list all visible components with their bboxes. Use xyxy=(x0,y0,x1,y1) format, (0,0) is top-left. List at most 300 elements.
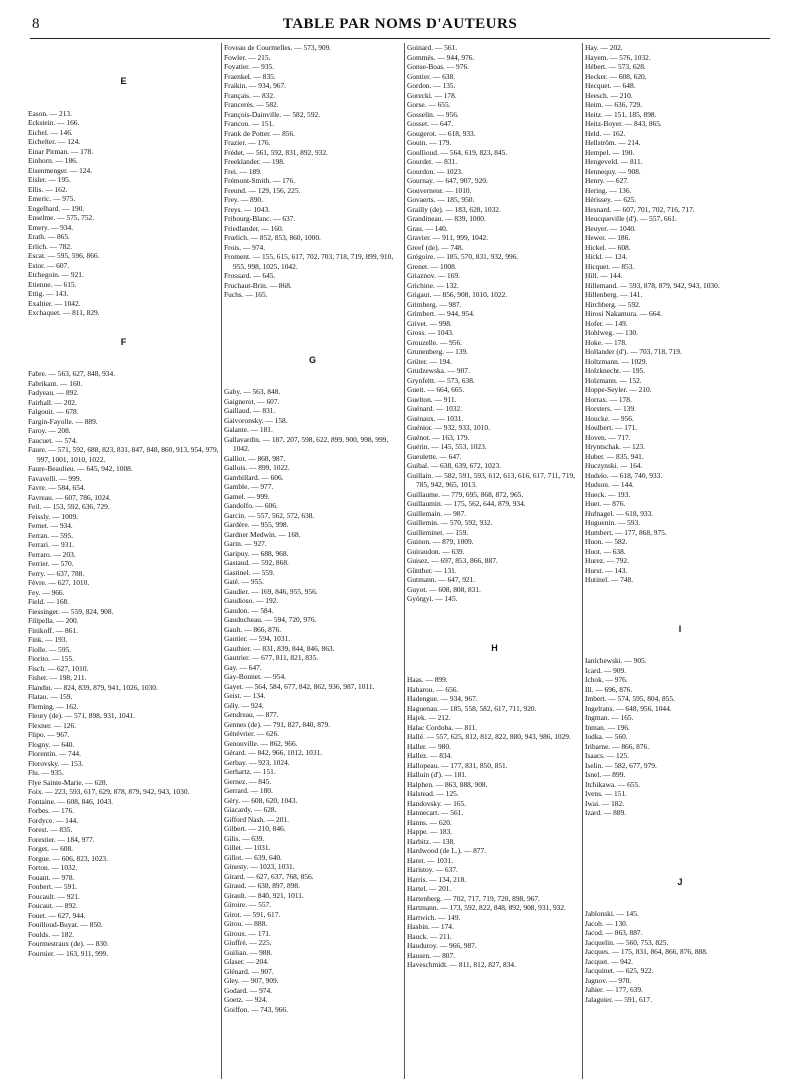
index-entry: Guénior. — 932, 933, 1010. xyxy=(407,423,490,432)
index-entry: Guisez. — 697, 853, 866, 887. xyxy=(407,556,498,565)
index-entry: Freys. — 1043. xyxy=(224,204,270,214)
index-entry: Galliot. — 868, 987. xyxy=(224,453,286,463)
section-letter-g: G xyxy=(308,354,316,365)
index-entry: Hempel. — 190. xyxy=(585,147,635,157)
index-entry: Forbes. — 176. xyxy=(28,806,74,815)
index-entry: Girard. — 627, 637, 768, 856. xyxy=(224,871,314,881)
index-entry: Foucaut. — 892. xyxy=(28,901,78,910)
index-entry: Gaillaud. — 831. xyxy=(224,406,276,415)
index-entry: Hadengue. — 934, 967. xyxy=(407,694,478,703)
index-entry: Hohlweg. — 130. xyxy=(585,328,638,337)
index-entry: Günther. — 131. xyxy=(407,565,457,575)
section-letter-j: J xyxy=(677,876,683,887)
index-entry: Gernez. — 845. xyxy=(224,776,272,786)
index-entry: Jahier. — 177, 639. xyxy=(585,985,643,994)
index-entry: Gourdon. — 1023. xyxy=(407,166,463,176)
index-entry: Flandin. — 824, 839, 879, 941, 1026, 1030. xyxy=(28,682,158,692)
index-entry: Giroux. — 171. xyxy=(224,928,271,938)
index-entry: Icard. — 909. xyxy=(585,665,627,675)
index-entry: Guillemain. — 987. xyxy=(407,508,467,518)
index-entry: Haller. — 980. xyxy=(407,741,451,751)
index-entry: Freeklander. — 198. xyxy=(224,157,285,166)
index-entry: Fargin-Fayolle. — 889. xyxy=(28,416,98,426)
index-entry: Gontier. — 638. xyxy=(407,71,456,81)
index-entry: Girou. — 888. xyxy=(224,919,268,928)
index-entry: Hofer. — 149. xyxy=(585,318,628,328)
index-entry: Ichok. — 976. xyxy=(585,675,628,684)
index-entry: Garcin. — 557, 562, 572, 638. xyxy=(224,510,315,520)
index-entry: Guénot. — 163, 179. xyxy=(407,432,470,442)
index-entry: Haret. — 1031. xyxy=(407,855,453,865)
index-entry: Jacques. — 175, 831, 864, 866, 876, 888. xyxy=(585,947,708,956)
index-entry: Jalaguier. — 591, 617. xyxy=(585,994,652,1004)
index-entry: Hirosi Nakamura. — 664. xyxy=(585,309,662,318)
index-entry: Iodka. — 560. xyxy=(585,732,628,741)
index-entry: Houlbert. — 171. xyxy=(585,423,638,432)
index-entry: Ingelrans. — 648, 956, 1044. xyxy=(585,703,672,713)
index-entry: Forest. — 835. xyxy=(28,825,73,834)
index-entry: Hardwood (de L.). — 877. xyxy=(407,846,487,855)
index-entry: Hecker. — 608, 620. xyxy=(585,71,647,81)
index-entry: Hutinel. — 748. xyxy=(585,575,634,584)
index-entry: Gutmann. — 647, 921. xyxy=(407,575,476,584)
index-entry: Hartenberg. — 702, 717, 719, 720, 898, 967. xyxy=(407,893,540,903)
index-entry: Glénard. — 907. xyxy=(224,966,274,976)
index-entry: Emery. — 934. xyxy=(28,222,74,232)
entry-list-e xyxy=(28,109,219,318)
index-entry: Guyot. — 608, 808, 831. xyxy=(407,584,481,594)
index-entry: Hallé. — 557, 625, 812, 812, 822, 880, 943, 986, 1029. xyxy=(407,732,571,741)
index-entry: Gayet. — 564, 584, 677, 842, 862, 936, 987, 1011. xyxy=(224,681,375,691)
index-entry: Huet. — 876. xyxy=(585,499,626,508)
index-entry: Huon. — 582. xyxy=(585,537,628,546)
index-entry: Fournier. — 163, 911, 999. xyxy=(28,948,109,958)
index-entry: Favreau. — 607, 786, 1024. xyxy=(28,492,111,502)
index-entry: Gravier. — 911, 999, 1042. xyxy=(407,233,489,242)
index-entry: Jagnov. — 970. xyxy=(585,975,632,985)
index-entry: Frois. — 974. xyxy=(224,242,266,252)
index-entry: Guillain. — 582, 591, 593, 612, 613, 616, 617, 711, 719, 785, 942, 965, 1013. xyxy=(407,470,576,489)
index-entry: Heesch. — 210. xyxy=(585,90,633,100)
index-column-3 xyxy=(407,43,582,1079)
index-entry: Hoke. — 178. xyxy=(585,337,627,347)
index-entry: Ivens. — 151. xyxy=(585,789,627,798)
index-entry: Izard. — 889. xyxy=(585,808,627,817)
index-entry: Holzmann. — 152. xyxy=(585,375,642,385)
index-entry: Hesnard. — 607, 701, 702, 716, 717. xyxy=(585,204,695,214)
index-entry: Hecquet. — 648. xyxy=(585,81,636,90)
index-entry: Gorecki. — 178. xyxy=(407,90,457,100)
index-entry: Hewer. — 186. xyxy=(585,233,631,242)
index-entry: Eichel. — 146. xyxy=(28,127,73,137)
index-entry: Hudson. — 144. xyxy=(585,480,634,489)
index-entry: Feissly. — 1009. xyxy=(28,511,79,521)
index-entry: Etienne. — 615. xyxy=(28,279,77,289)
index-entry: Erlich. — 782. xyxy=(28,241,72,251)
index-entry: Erath. — 865. xyxy=(28,232,70,241)
index-entry: Haas. — 899. xyxy=(407,675,448,684)
index-entry: Hayem. — 576, 1032. xyxy=(585,52,651,62)
index-column-1 xyxy=(28,43,219,1079)
index-entry: Ferry. — 637, 788. xyxy=(28,568,85,578)
index-entry: Grüter. — 194. xyxy=(407,356,452,366)
index-entry: Fruchaut-Brin. — 868. xyxy=(224,280,292,290)
entry-list-h-cont xyxy=(585,43,775,585)
index-entry: Field. — 168. xyxy=(28,597,70,606)
index-entry: Humbert. — 177, 868, 975. xyxy=(585,527,667,537)
index-entry: Huber. — 835, 941. xyxy=(585,451,644,461)
index-entry: Forgue. — 606, 823, 1023. xyxy=(28,853,108,863)
index-entry: Gueit. — 664, 665. xyxy=(407,385,465,394)
index-entry: Flogny. — 640. xyxy=(28,739,75,749)
index-entry: Fèvre. — 627, 1010. xyxy=(28,578,90,587)
index-entry: Eisler. — 195. xyxy=(28,175,71,184)
index-entry: Gillet. — 1031. xyxy=(224,843,271,852)
index-entry: Hay. — 202. xyxy=(585,43,623,52)
index-entry: Imbert. — 574, 595, 804, 855. xyxy=(585,694,675,703)
index-entry: Fouet. — 627, 944. xyxy=(28,910,86,920)
index-entry: Greef (de). — 748. xyxy=(407,242,464,252)
index-entry: Gaudier. — 169, 846, 955, 956. xyxy=(224,586,318,596)
index-entry: Guillaume. — 779, 695, 868, 872, 965. xyxy=(407,489,524,499)
index-entry: Falgouit. — 678. xyxy=(28,407,79,416)
index-entry: Guérin. — 145, 553, 1023. xyxy=(407,442,487,451)
index-entry: Hasbin. — 174. xyxy=(407,922,454,931)
index-entry: Grunenberg. — 139. xyxy=(407,347,469,356)
index-entry: Gay. — 647. xyxy=(224,662,262,672)
index-column-4 xyxy=(585,43,775,1079)
index-entry: Gauducheau. — 594, 720, 976. xyxy=(224,615,317,624)
index-entry: Eckstein. — 166. xyxy=(28,118,80,127)
index-entry: Forton. — 1032. xyxy=(28,863,78,872)
page-number: 8 xyxy=(32,16,40,32)
index-entry: Halphen. — 863, 888, 908. xyxy=(407,779,488,789)
index-entry: Faroy. — 208. xyxy=(28,426,71,435)
index-entry: Fraikin. — 934, 967. xyxy=(224,81,286,90)
index-entry: Francon. — 151. xyxy=(224,119,275,128)
index-entry: Gennes (de). — 791, 827, 840, 879. xyxy=(224,719,331,729)
index-entry: Ingman. — 165. xyxy=(585,713,634,722)
index-entry: Glaser. — 204. xyxy=(224,957,269,966)
index-entry: Fowler. — 215. xyxy=(224,52,271,62)
index-entry: Heucqueville (d'). — 557, 661. xyxy=(585,214,677,223)
entry-list-g-cont xyxy=(407,43,582,604)
index-entry: Gilis. — 639. xyxy=(224,833,265,843)
index-entry: Fordyce. — 144. xyxy=(28,815,79,825)
index-entry: Harbitz. — 138. xyxy=(407,836,456,846)
index-entry: Fisch. — 627, 1010. xyxy=(28,663,89,673)
index-entry: Gerbay. — 923, 1024. xyxy=(224,757,290,767)
index-entry: Gardère. — 955, 998. xyxy=(224,520,289,529)
index-entry: Gillot. — 639, 640. xyxy=(224,852,282,862)
index-entry: Gambillard. — 606. xyxy=(224,472,284,482)
index-entry: Friedlander. — 160. xyxy=(224,223,284,233)
index-entry: Gougerot. — 618, 933. xyxy=(407,128,476,138)
page-title: TABLE PAR NOMS D'AUTEURS xyxy=(282,16,518,32)
index-entry: Giroire. — 557. xyxy=(224,900,272,909)
index-entry: Houcke. — 956. xyxy=(585,413,634,423)
index-entry: Hébert. — 573, 628. xyxy=(585,62,646,71)
index-entry: Jacod. — 863, 887. xyxy=(585,928,643,937)
index-entry: Gastaud. — 592, 868. xyxy=(224,558,289,567)
index-entry: Iwai. — 182. xyxy=(585,798,624,808)
index-entry: Fink. — 193. xyxy=(28,635,68,644)
index-entry: Goetz. — 924. xyxy=(224,995,268,1004)
index-entry: Gamble. — 977. xyxy=(224,482,274,491)
index-entry: Gault. — 866, 876. xyxy=(224,624,282,634)
index-entry: Guénaux. — 1031. xyxy=(407,413,464,423)
index-entry: Génévrier. — 626. xyxy=(224,729,280,738)
index-entry: Hufnagel. — 618, 933. xyxy=(585,508,654,518)
index-entry: Hallopeau. — 177, 831, 850, 851. xyxy=(407,760,508,770)
index-entry: Horsters. — 139. xyxy=(585,404,636,413)
index-entry: Fey. — 966. xyxy=(28,587,65,597)
index-entry: Gandolfo. — 606. xyxy=(224,501,278,510)
index-entry: Frei. — 189. xyxy=(224,166,262,176)
index-entry: Halluin (d'). — 181. xyxy=(407,770,467,779)
index-entry: Jacquet. — 942. xyxy=(585,956,634,966)
index-entry: Haristoy. — 637. xyxy=(407,865,458,874)
index-entry: Hueck. — 193. xyxy=(585,489,631,499)
index-entry: Ellis. — 162. xyxy=(28,184,68,194)
index-entry: Hajek. — 212. xyxy=(407,713,451,722)
index-entry: Grivet. — 998. xyxy=(407,318,452,328)
index-entry: Fraenkel. — 835. xyxy=(224,71,276,81)
index-entry: Hillemand. — 593, 878, 879, 942, 943, 1030. xyxy=(585,280,720,290)
index-entry: Halstead. — 125. xyxy=(407,789,459,798)
index-entry: Horrax. — 178. xyxy=(585,394,632,404)
index-entry: Géry. — 608, 620, 1043. xyxy=(224,795,298,805)
index-entry: Fribourg-Blanc. — 637. xyxy=(224,214,296,223)
index-entry: Escat. — 595, 596, 866. xyxy=(28,251,100,260)
index-entry: Fontaine. — 608, 846, 1043. xyxy=(28,796,113,806)
index-entry: Grynfeltt. — 573, 638. xyxy=(407,375,475,385)
index-entry: Fernet. — 934. xyxy=(28,521,73,530)
index-entry: Grégoire. — 185, 570, 831, 932, 996. xyxy=(407,252,519,261)
index-entry: Hartmann. — 173, 592, 822, 848, 892, 908, 931, 932. xyxy=(407,903,566,912)
index-entry: Faure-Beaulieu. — 645, 942, 1008. xyxy=(28,464,133,473)
page-header xyxy=(30,14,770,36)
index-entry: Hauduroy. — 966, 987. xyxy=(407,941,477,950)
index-entry: Gaudioso. — 192. xyxy=(224,596,279,605)
index-entry: Florovsky. — 153. xyxy=(28,758,84,768)
index-entry: Gosset. — 647. xyxy=(407,119,453,128)
index-entry: Hickl. — 124. xyxy=(585,252,628,261)
index-entry: Hurez. — 792. xyxy=(585,556,629,565)
index-entry: Jacob. — 130. xyxy=(585,918,628,928)
index-entry: Guénard. — 1032. xyxy=(407,404,463,413)
index-entry: Grandineau. — 839, 1000. xyxy=(407,214,486,223)
index-entry: Gilbert. — 210, 846. xyxy=(224,824,286,833)
index-entry: Heitz-Boyer. — 843, 865. xyxy=(585,119,662,128)
index-entry: Fouant. — 978. xyxy=(28,872,75,882)
index-entry: Grailly (de). — 183, 628, 1032. xyxy=(407,204,501,214)
index-entry: Gorse. — 655. xyxy=(407,100,451,109)
index-entry: Gerhartz. — 151. xyxy=(224,767,276,776)
index-entry: Foulds. — 182. xyxy=(28,929,74,939)
index-entry: Guilian. — 988. xyxy=(224,947,273,957)
index-entry: Florentin. — 744. xyxy=(28,749,81,758)
index-entry: Guibal. — 638, 639, 672, 1023. xyxy=(407,461,502,470)
index-entry: Huczynski. — 164. xyxy=(585,461,643,470)
index-entry: Hirchberg. — 592. xyxy=(585,299,641,309)
index-entry: Ginesty. — 1023, 1031. xyxy=(224,862,295,871)
index-entry: Giacardy. — 628. xyxy=(224,805,277,814)
index-entry: Huot. — 638. xyxy=(585,546,626,556)
index-entry: Györgyi. — 145. xyxy=(407,594,458,603)
index-entry: Hurst. — 143. xyxy=(585,565,628,575)
entry-list-g xyxy=(224,387,401,1014)
index-entry: Govaerts. — 185, 950. xyxy=(407,195,475,204)
index-entry: Engelhard. — 190. xyxy=(28,203,85,213)
index-entry: Frossard. — 645. xyxy=(224,271,276,280)
index-entry: Fairhall. — 202. xyxy=(28,397,77,407)
index-entry: Finikoff. — 861. xyxy=(28,625,78,635)
index-entry: Gautrier. — 677, 811, 821, 835. xyxy=(224,653,319,662)
index-entry: Grimbert. — 944, 954. xyxy=(407,309,475,318)
index-entry: Gély. — 924. xyxy=(224,700,264,710)
index-entry: Halac Cordoba. — 811. xyxy=(407,722,478,732)
index-entry: Henry. — 627. xyxy=(585,176,629,185)
index-entry: Grichine. — 132. xyxy=(407,280,459,290)
index-entry: Inman. — 196. xyxy=(585,722,630,732)
index-entry: Geist. — 134. xyxy=(224,691,266,700)
index-entry: Foveau de Courmelles. — 573, 909. xyxy=(224,43,332,52)
index-entry: Ferran. — 595. xyxy=(28,530,74,540)
index-entry: Happe. — 183. xyxy=(407,827,453,836)
index-entry: Foyatier. — 935. xyxy=(224,62,275,71)
index-entry: Gross. — 1043. xyxy=(407,328,454,337)
index-entry: Gournay. — 647, 907, 920. xyxy=(407,176,488,185)
index-entry: Itchikawa. — 655. xyxy=(585,779,641,789)
index-entry: Frœlich. — 852, 853, 860, 1000. xyxy=(224,233,321,242)
index-entry: Fouilloud-Buyat. — 850. xyxy=(28,920,103,929)
column-divider xyxy=(582,43,583,1079)
section-letter-e: E xyxy=(120,76,127,86)
index-entry: Fabrikant. — 160. xyxy=(28,378,83,388)
index-entry: Froment. — 155, 615, 617, 702, 703, 718, 719, 899, 910, 955, 998, 1025, 1042. xyxy=(224,252,394,271)
index-entry: Grenet. — 1008. xyxy=(407,261,457,271)
entry-list-i xyxy=(585,656,775,818)
index-entry: Hérissey. — 625. xyxy=(585,195,637,204)
index-entry: Hudelo. — 618, 740, 933. xyxy=(585,470,663,480)
index-entry: Isaacs. — 125. xyxy=(585,751,629,760)
index-entry: Isnel. — 899. xyxy=(585,770,626,779)
index-entry: Flexner. — 126. xyxy=(28,720,77,730)
index-entry: Foubert. — 591. xyxy=(28,882,77,891)
index-entry: Girault. — 840, 921, 1011. xyxy=(224,890,304,900)
index-entry: Guelton. — 911. xyxy=(407,394,457,404)
index-entry: Haveschmidt. — 811, 812, 827, 834. xyxy=(407,960,516,969)
index-entry: Iselin. — 582, 677, 979. xyxy=(585,760,657,770)
index-entry: Ferraro. — 203. xyxy=(28,549,76,559)
index-entry: Hellström. — 214. xyxy=(585,138,641,147)
index-entry: Exaltier. — 1042. xyxy=(28,298,81,308)
index-entry: Gautier. — 594, 1031. xyxy=(224,634,291,643)
index-entry: Galante. — 181. xyxy=(224,425,273,434)
index-entry: Fiorito. — 155. xyxy=(28,654,74,663)
index-entry: Heitz. — 151, 185, 898. xyxy=(585,109,657,119)
index-entry: Genouville. — 862, 966. xyxy=(224,738,298,748)
index-entry: Hicquet. — 853. xyxy=(585,261,635,271)
index-entry: Hering. — 136. xyxy=(585,185,632,195)
index-entry: Harris. — 134, 218. xyxy=(407,874,467,884)
index-entry: Frey. — 890. xyxy=(224,195,263,204)
index-entry: Fiolle. — 595. xyxy=(28,644,72,654)
index-entry: Gifford Nash. — 201. xyxy=(224,814,289,824)
index-entry: Gastinel. — 559. xyxy=(224,567,275,577)
index-entry: Hillenberg. — 141. xyxy=(585,290,643,299)
index-entry: Goinard. — 561. xyxy=(407,43,458,52)
entry-list-j xyxy=(585,909,775,1004)
index-entry: Faure. — 571, 592, 688, 823, 831, 847, 848, 860, 913, 954, 979, 997, 1001, 1010, 1022. xyxy=(28,445,219,464)
index-entry: Griaznov. — 169. xyxy=(407,271,460,280)
index-entry: Foix. — 223, 593, 617, 629, 878, 879, 942, 943, 1030. xyxy=(28,787,190,796)
index-entry: Hryntschak. — 123. xyxy=(585,442,645,451)
index-entry: Guillemin. — 570, 592, 932. xyxy=(407,518,493,527)
index-entry: Eichelter. — 124. xyxy=(28,137,81,146)
index-entry: Ferrari. — 931. xyxy=(28,540,74,549)
section-letter-f: F xyxy=(120,336,127,347)
index-entry: Gommès. — 944, 976. xyxy=(407,52,475,62)
index-entry: Grimberg. — 987. xyxy=(407,299,462,309)
index-entry: Goiffon. — 743, 966. xyxy=(224,1004,288,1014)
index-entry: Foucault. — 921. xyxy=(28,891,80,901)
index-entry: Ettig. — 143. xyxy=(28,289,69,298)
index-entry: Favre. — 584, 654. xyxy=(28,483,86,492)
index-entry: Gaignerot. — 607. xyxy=(224,396,280,406)
index-entry: Ill. — 696, 876. xyxy=(585,684,633,694)
index-entry: Hill. — 144. xyxy=(585,271,623,280)
index-entry: Gendreau. — 877. xyxy=(224,710,279,719)
index-entry: Hallez. — 834. xyxy=(407,751,453,760)
index-entry: Jablonski. — 145. xyxy=(585,909,639,918)
index-entry: Fleury (de). — 571, 898, 931, 1041. xyxy=(28,711,135,720)
index-entry: Jacquinet. — 625, 922. xyxy=(585,966,654,975)
index-entry: Flu. — 935. xyxy=(28,768,64,777)
index-entry: Huguenin. — 593. xyxy=(585,518,641,527)
index-entry: Hollander (d'). — 703, 718, 719. xyxy=(585,347,682,356)
index-entry: Forestier. — 184, 977. xyxy=(28,834,95,844)
index-entry: Fadyeau. — 892. xyxy=(28,388,79,397)
index-entry: Handovsky. — 165. xyxy=(407,798,467,808)
index-entry: Gaby. — 563, 848. xyxy=(224,387,281,396)
index-entry: Gérard. — 842, 966, 1012, 1031. xyxy=(224,748,323,757)
index-entry: Etchegoin. — 921. xyxy=(28,270,84,279)
index-entry: François-Dainville. — 582, 592. xyxy=(224,109,321,119)
index-entry: Einhorn. — 186. xyxy=(28,156,78,165)
index-entry: Gamel. — 999. xyxy=(224,491,270,501)
index-entry: Flye Sainte-Marie. — 628. xyxy=(28,777,108,787)
index-entry: Fleming. — 162. xyxy=(28,701,79,711)
index-entry: Guilleminet. — 159. xyxy=(407,527,469,537)
index-entry: Gonse-Boas. — 976. xyxy=(407,62,469,71)
index-column-2 xyxy=(224,43,401,1079)
index-entry: Fiessinger. — 559, 824, 908. xyxy=(28,606,114,616)
index-entry: Gouverneur. — 1010. xyxy=(407,185,472,195)
index-entry: Garipuy. — 688, 968. xyxy=(224,548,289,558)
index-entry: Fabre. — 563, 627, 848, 934. xyxy=(28,369,116,378)
index-entry: Holtzmann. — 1029. xyxy=(585,356,648,366)
index-entry: Grudzewska. — 907. xyxy=(407,366,470,375)
index-entry: Exchaquet. — 811, 829. xyxy=(28,308,100,317)
index-entry: Hickel. — 608. xyxy=(585,242,631,252)
index-entry: Gaté. — 955. xyxy=(224,577,264,586)
index-entry: Giuffré. — 225. xyxy=(224,938,272,947)
index-entry: Goullioud. — 564, 619, 823, 845. xyxy=(407,147,508,157)
index-entry: Gordon. — 135. xyxy=(407,81,456,90)
index-entry: Fourmestraux (de). — 830. xyxy=(28,939,109,948)
